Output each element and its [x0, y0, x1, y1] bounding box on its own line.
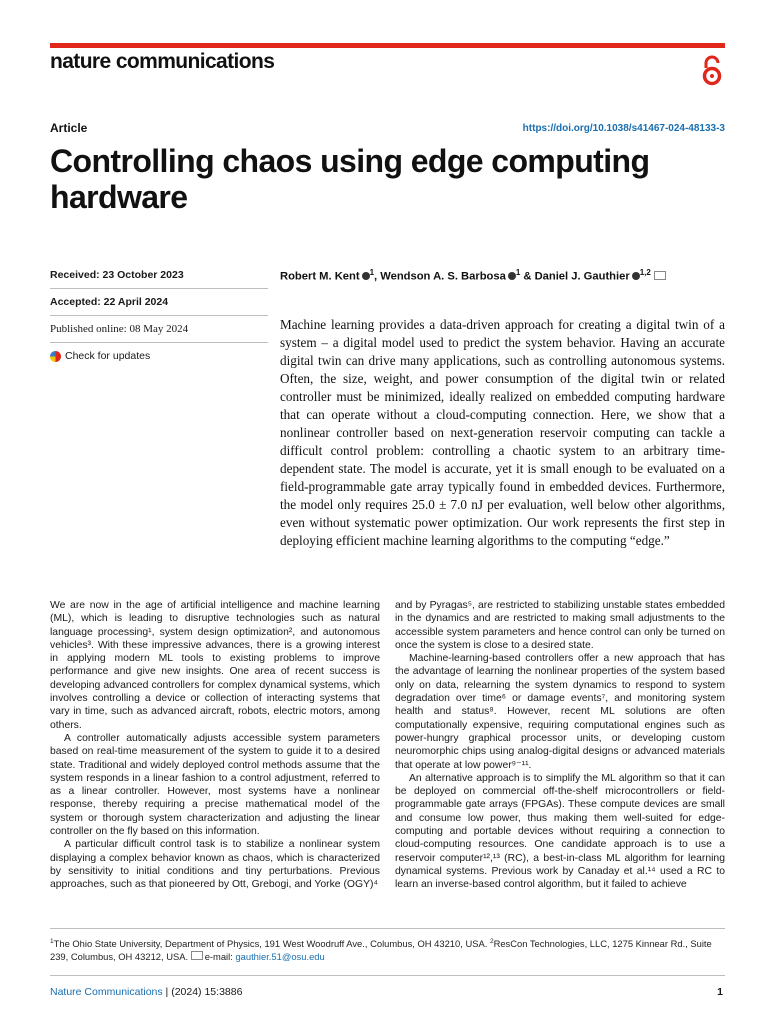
footnote-divider	[50, 928, 725, 929]
accepted-date: Accepted: 22 April 2024	[50, 288, 268, 315]
orcid-icon[interactable]	[632, 272, 640, 280]
check-updates-icon	[50, 351, 61, 362]
journal-name: nature communications	[50, 50, 275, 73]
body-column-right	[395, 599, 725, 892]
affiliation-mark: 1	[50, 938, 54, 945]
check-updates-label: Check for updates	[65, 350, 151, 362]
body-paragraph: An alternative approach is to simplify the ML algorithm so that it can be deployed on commercial off-the-shelf microcontrollers or field-programmable gate arrays (FPGAs). These compute devices are small and consume low power, thus making them well-suited for edge-computing and portable devices without requiring a connection to cloud-computing resources. One candidate approach is to use a reservoir computer¹²,¹³ (RC), a best-in-class ML algorithm for learning dynamical systems. Previous work by Canaday et al.¹⁴ used a RC to learn an inverse-based control algorithm, but it failed to achieve	[395, 772, 725, 891]
article-title: Controlling chaos using edge computing hardware	[50, 143, 650, 215]
page-footer	[50, 986, 242, 998]
received-date: Received: 23 October 2023	[50, 269, 184, 281]
body-paragraph: We are now in the age of artificial intelligence and machine learning (ML), which is leading to disruptive technologies such as natural language processing¹, system design optimization², and autonomous vehicles³. With these impressive advances, there is a growing interest in applying modern ML tools to existing problems to improve performance and give new insights. One area of recent success is developing advanced controllers for complex dynamical systems, which involves controlling a device or collection of interacting systems that vary in time, such as advanced aircraft, robots, electric motors, among others.	[50, 600, 380, 731]
footer-journal-link[interactable]: Nature Communications	[50, 986, 163, 998]
body-paragraph: Machine-learning-based controllers offer a new approach that has the advantage of learning the nonlinear properties of the system based only on data, relearning the system dynamics to respond to system degradation over time⁶ or damage events⁷, and monitoring system health and status⁸. However, recent ML solutions are often computationally expensive, requiring computational engines such as power-hungry graphical processor units, or developing custom neuromorphic chips using analog-digital designs or advanced materials that operate at low power⁹⁻¹¹.	[395, 653, 725, 771]
top-accent-rule	[50, 43, 725, 48]
body-paragraph: and by Pyragas⁵, are restricted to stabilizing unstable states embedded in the dynamics and are restricted to making small adjustments to the accessible system parameters and hence control can only be turned on once the system is close to a desired state.	[395, 600, 725, 651]
published-date: Published online: 08 May 2024	[50, 315, 268, 342]
affiliation-2: ResCon Technologies, LLC, 1275 Kinnear Rd., Suite 239, Columbus, OH 43212, USA.	[50, 938, 712, 963]
article-type: Article	[50, 121, 88, 135]
page-footer-divider	[50, 975, 725, 976]
article-meta	[50, 262, 268, 369]
author-name[interactable]: Wendson A. S. Barbosa	[380, 270, 506, 283]
author-separator: &	[520, 270, 535, 283]
body-paragraph: A controller automatically adjusts accessible system parameters based on real-time measurement of the system to guide it to a desired state. Traditional and widely deployed control methods assume that the system responds in a linear fashion to a control adjustment, referred to as a linear controller. However, most systems have a nonlinear response, thereby requiring a precise mathematical model of the system or thorough system characterization and adjusting the linear controller on the fly based on this information.	[50, 732, 380, 838]
author-name[interactable]: Robert M. Kent	[280, 270, 360, 283]
author-affiliation: 1	[515, 268, 521, 277]
check-updates-button[interactable]	[50, 342, 268, 369]
author-separator: ,	[374, 270, 381, 283]
email-icon[interactable]	[654, 271, 666, 280]
author-name[interactable]: Daniel J. Gauthier	[534, 270, 630, 283]
body-column-left	[50, 599, 380, 892]
orcid-icon[interactable]	[362, 272, 370, 280]
footer-citation: | (2024) 15:3886	[162, 986, 243, 998]
affiliation-1: The Ohio State University, Department of Physics, 191 West Woodruff Ave., Columbus, OH 43210, USA.	[53, 938, 490, 950]
email-icon	[191, 951, 203, 960]
author-list	[280, 268, 666, 283]
affiliations-footnote	[50, 935, 725, 963]
affiliation-mark: 2	[489, 938, 494, 945]
email-label: e-mail:	[204, 951, 236, 963]
body-paragraph: A particular difficult control task is to stabilize a nonlinear system displaying a complex behavior known as chaos, which is characterized by sensitivity to initial conditions and tiny perturbations. Previous approaches, such as that pioneered by Ott, Grebogi, and Yorke (OGY)⁴	[50, 839, 380, 891]
page-number: 1	[717, 986, 723, 998]
abstract: Machine learning provides a data-driven approach for creating a digital twin of a system – a digital model used to predict the system behavior. Having an accurate digital twin can drive many applications, such as controlling autonomous systems. Often, the size, weight, and power consumption of the digital twin or related controller must be minimized, ideally realized on embedded computing hardware that can operate without a cloud-computing connection. Here, we show that a nonlinear controller based on next-generation reservoir computing can tackle a difficult control problem: controlling a chaotic system to an arbitrary time-dependent state. The model is accurate, yet it is small enough to be evaluated on a field-programmable gate array typically found in embedded devices. Furthermore, the model only requires 25.0 ± 7.0 nJ per evaluation, well below other algorithms, even without systematic power optimization. Our work represents the first step in deploying efficient machine learning algorithms to the computing “edge.”	[280, 317, 725, 548]
email-link[interactable]: gauthier.51@osu.edu	[235, 951, 325, 963]
author-affiliation: 1	[369, 268, 375, 277]
author-affiliation: 1,2	[639, 268, 651, 277]
orcid-icon[interactable]	[508, 272, 516, 280]
doi-link[interactable]: https://doi.org/10.1038/s41467-024-48133-3	[522, 123, 725, 134]
open-access-icon	[701, 55, 723, 87]
